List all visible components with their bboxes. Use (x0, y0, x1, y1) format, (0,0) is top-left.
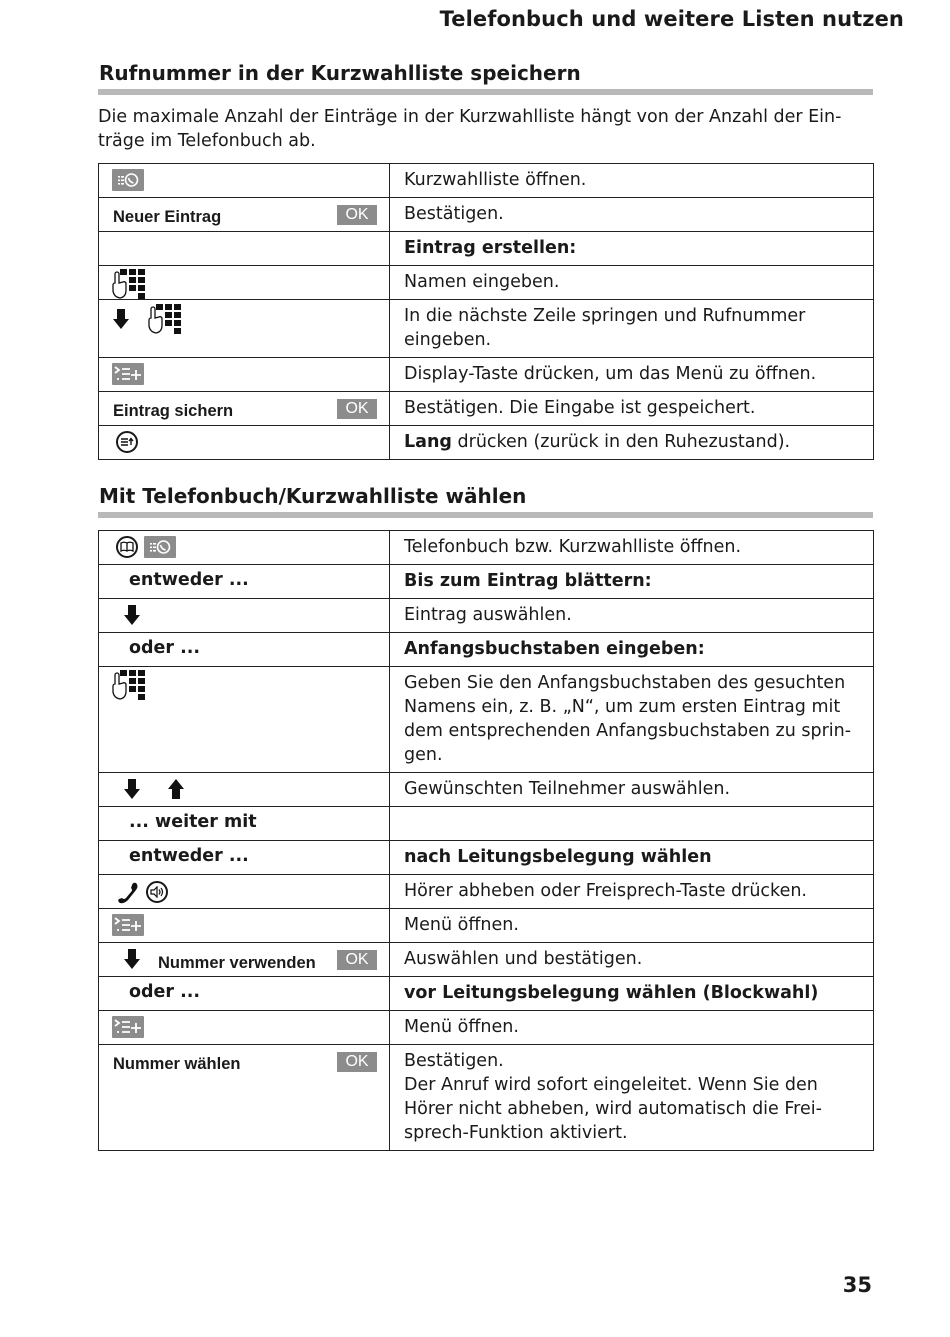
page-number: 35 (842, 1273, 872, 1297)
step-description: Gewünschten Teilnehmer auswählen. (390, 773, 874, 807)
phonebook-and-speed-dial-icon[interactable] (116, 536, 176, 558)
arrow-down-icon[interactable] (123, 604, 141, 626)
table-row (99, 426, 874, 460)
arrow-down-up-icon[interactable] (123, 778, 185, 800)
step-control[interactable] (99, 943, 390, 977)
table-row (99, 531, 874, 565)
step-control[interactable] (99, 875, 390, 909)
step-description: Hörer abheben oder Freisprech-Taste drücken. (390, 875, 874, 909)
table-row (99, 266, 874, 300)
step-control (99, 633, 390, 667)
arrow-down-icon (112, 308, 130, 330)
keypad-icon (112, 268, 146, 300)
step-description: nach Leitungsbelegung wählen (390, 841, 874, 875)
step-description: Menü öffnen. (390, 1011, 874, 1045)
step-description: vor Leitungsbelegung wählen (Blockwahl) (390, 977, 874, 1011)
intro-paragraph: Die maximale Anzahl der Einträge in der Kurzwahlliste hängt von der Anzahl der Ein-träge im Telefonbuch ab. (98, 107, 842, 151)
ok-button[interactable]: OK (337, 399, 377, 419)
table-row (99, 943, 874, 977)
handset-icon[interactable] (116, 880, 140, 904)
step-description: Kurzwahlliste öffnen. (390, 164, 874, 198)
step-control (99, 977, 390, 1011)
step-description: Namen eingeben. (390, 266, 874, 300)
step-control[interactable] (99, 392, 390, 426)
table-row (99, 773, 874, 807)
arrow-up-icon[interactable] (167, 778, 185, 800)
table-row (99, 232, 874, 266)
step-control[interactable] (99, 773, 390, 807)
step-description: Eintrag auswählen. (390, 599, 874, 633)
table-row (99, 807, 874, 841)
steps-table (98, 530, 874, 1151)
step-description: Bestätigen. Der Anruf wird sofort eingeleitet. Wenn Sie den Hörer nicht abheben, wird automatisch die Frei-sprech-Funktion aktiviert. (390, 1045, 874, 1151)
table-row (99, 667, 874, 773)
step-control (99, 300, 390, 358)
menu-key-icon[interactable] (112, 1016, 144, 1038)
table-row (99, 633, 874, 667)
ok-button[interactable]: OK (337, 205, 377, 225)
menu-key-icon[interactable] (112, 914, 144, 936)
table-row (99, 909, 874, 943)
step-control (99, 841, 390, 875)
menu-key-icon[interactable] (112, 363, 144, 385)
step-description: In die nächste Zeile springen und Rufnummer eingeben. (390, 300, 874, 358)
section-heading: Mit Telefonbuch/Kurzwahlliste wählen (99, 484, 527, 508)
table-row (99, 300, 874, 358)
handset-speaker-icon[interactable] (116, 880, 168, 904)
arrow-down-keypad-icon (112, 303, 182, 335)
table-row (99, 841, 874, 875)
table-row (99, 977, 874, 1011)
step-control[interactable] (99, 1011, 390, 1045)
step-description (390, 807, 874, 841)
section-heading: Rufnummer in der Kurzwahlliste speichern (99, 61, 581, 85)
step-description: Bestätigen. (390, 198, 874, 232)
step-control (99, 266, 390, 300)
step-control (99, 565, 390, 599)
step-control[interactable] (99, 909, 390, 943)
keypad-icon (148, 303, 182, 335)
table-row (99, 198, 874, 232)
arrow-down-icon[interactable] (123, 948, 141, 970)
table-row (99, 392, 874, 426)
step-description: Geben Sie den Anfangsbuchstaben des gesuchten Namens ein, z. B. „N“, um zum ersten Eintrag mit dem entsprechenden Anfangsbuchstaben zu sprin-gen. (390, 667, 874, 773)
table-row (99, 1045, 874, 1151)
arrow-down-icon[interactable] (123, 778, 141, 800)
step-description: Display-Taste drücken, um das Menü zu öffnen. (390, 358, 874, 392)
step-control[interactable] (99, 667, 390, 773)
softkey-label[interactable]: Neuer Eintrag (113, 208, 222, 226)
step-description: Auswählen und bestätigen. (390, 943, 874, 977)
softkey-label[interactable]: Eintrag sichern (113, 402, 234, 420)
speaker-key-icon[interactable] (146, 881, 168, 903)
softkey-label[interactable]: Nummer verwenden (158, 954, 316, 972)
step-control (99, 232, 390, 266)
heading-rule (98, 89, 873, 95)
table-row (99, 875, 874, 909)
section-dial-from-phonebook (98, 483, 874, 1151)
step-description: Lang drücken (zurück in den Ruhezustand). (390, 426, 874, 460)
choice-label: entweder ... (129, 846, 249, 866)
ok-button[interactable]: OK (337, 1052, 377, 1072)
softkey-label[interactable]: Nummer wählen (113, 1055, 241, 1073)
table-row (99, 1011, 874, 1045)
step-description: Anfangsbuchstaben eingeben: (390, 633, 874, 667)
table-row (99, 565, 874, 599)
ok-button[interactable]: OK (337, 950, 377, 970)
choice-label: entweder ... (129, 570, 249, 590)
step-description: Menü öffnen. (390, 909, 874, 943)
step-description: Eintrag erstellen: (390, 232, 874, 266)
table-row (99, 599, 874, 633)
table-row (99, 164, 874, 198)
step-control[interactable] (99, 1045, 390, 1151)
step-control (99, 164, 390, 198)
keypad-icon[interactable] (112, 669, 146, 701)
step-description: Telefonbuch bzw. Kurzwahlliste öffnen. (390, 531, 874, 565)
choice-label: ... weiter mit (129, 812, 257, 832)
step-description: Bis zum Eintrag blättern: (390, 565, 874, 599)
step-control (99, 807, 390, 841)
speed-dial-list-key-icon[interactable] (144, 536, 176, 558)
step-control[interactable] (99, 531, 390, 565)
phonebook-key-icon[interactable] (116, 536, 138, 558)
choice-label: oder ... (129, 638, 201, 658)
table-row (99, 358, 874, 392)
step-control[interactable] (99, 198, 390, 232)
step-description: Bestätigen. Die Eingabe ist gespeichert. (390, 392, 874, 426)
step-control[interactable] (99, 426, 390, 460)
step-control[interactable] (99, 599, 390, 633)
speed-dial-list-key-icon (112, 169, 144, 191)
choice-label: oder ... (129, 982, 201, 1002)
section-store-speed-dial (98, 60, 874, 460)
end-call-key-icon[interactable] (116, 431, 138, 453)
heading-rule (98, 512, 873, 518)
running-header: Telefonbuch und weitere Listen nutzen (439, 7, 904, 31)
steps-table (98, 163, 874, 460)
step-control[interactable] (99, 358, 390, 392)
